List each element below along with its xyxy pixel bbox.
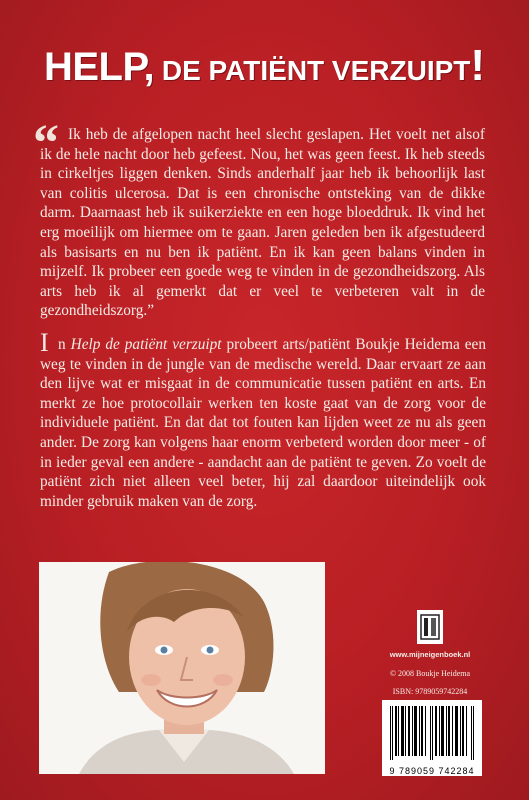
opening-quote [40, 125, 485, 321]
barcode [382, 700, 482, 776]
title-rest: DE PATIËNT VERZUIPT [154, 55, 471, 86]
cover-title [0, 41, 529, 90]
publisher-info [370, 610, 490, 705]
drop-cap: I [40, 328, 49, 357]
copyright: © 2008 Boukje Heidema [389, 669, 471, 678]
isbn: ISBN: 9789059742284 [392, 687, 468, 696]
quote-text: Ik heb de afgelopen nacht heel slecht geslapen. Het voelt net alsof ik de hele nacht door heb gefeest. Nou, het was geen feest. Ik heb steeds in cirkeltjes liggen denken. Sinds anderhalf jaar heb ik behoorlijk last van colitis ulcerosa. Dat is een chronische ontsteking van de dikke darm. Daarnaast heb ik suikerziekte en een hoge bloeddruk. Ik vind het erg moeilijk om hiermee om te gaan. Jaren geleden ben ik afgestudeerd als basisarts en nu ben ik patiënt. En ik kan geen balans vinden in mijzelf. Ik probeer een goede weg te vinden in de gezondheidszorg. Als arts heb ik al gemerkt dat er veel te verbeteren valt in de gezondheidszorg.” [40, 126, 485, 320]
blurb-paragraph [40, 335, 486, 511]
quote-mark: “ [33, 115, 59, 172]
title-exclamation: ! [470, 41, 486, 90]
blurb-book-title: Help de patiënt verzuipt [70, 336, 222, 353]
blurb-text: probeert arts/patiënt Boukje Heidema een weg te vinden in de jungle van de medische wereld. Daar ervaart ze aan den lijve wat er misgaat in de communicatie tussen patiënt en arts. En merkt ze hoe protocollair werken ten koste gaat van de zorg voor de individuele patiënt. En dat dat tot fouten kan lijden weet ze nu als geen ander. De zorg kan volgens haar enorm verbeterd worden door meer - of in ieder geval een andere - aandacht aan de patiënt te geven. Zo voelt de patiënt zich niet alleen veel beter, hij zal daardoor uiteindelijk ook minder gebruik maken van de zorg. [40, 336, 486, 510]
author-portrait [39, 562, 325, 774]
blurb [40, 335, 486, 511]
barcode-digits: 9 789059 742284 [389, 766, 475, 776]
publisher-url: www.mijneigenboek.nl [389, 650, 471, 659]
barcode-bars [388, 706, 476, 760]
title-help: HELP, [43, 45, 155, 89]
book-logo-icon [417, 610, 443, 644]
blurb-lead: n [58, 336, 71, 353]
